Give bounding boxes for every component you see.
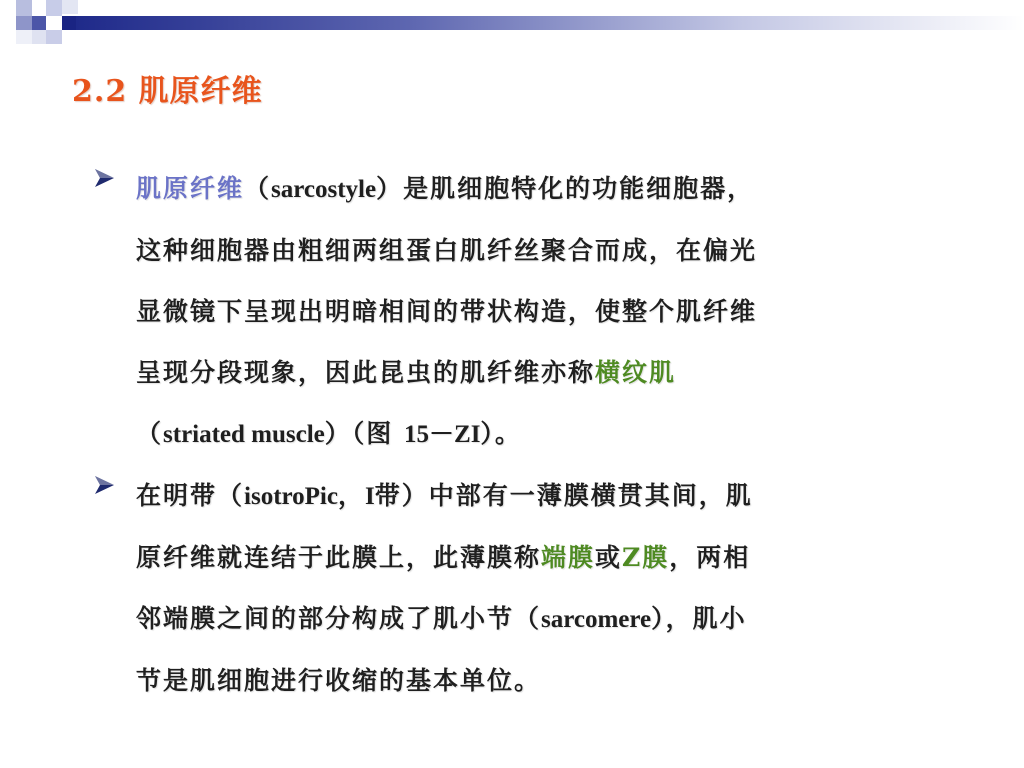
highlighted-term: Z膜 xyxy=(622,543,670,572)
deco-square xyxy=(46,0,62,16)
highlighted-term: 肌原纤维 xyxy=(136,174,245,203)
deco-square xyxy=(32,16,46,30)
text-segment: ）（图 xyxy=(324,419,405,448)
text-segment: I xyxy=(365,483,375,510)
text-segment: 呈现分段现象，因此昆虫的肌纤维亦称 xyxy=(136,358,596,387)
deco-square xyxy=(46,30,62,44)
text-segment: 或 xyxy=(595,543,623,572)
deco-square xyxy=(62,16,76,30)
bullet-text xyxy=(136,158,952,465)
text-segment: ）。 xyxy=(480,419,522,448)
arrowhead-bullet-icon xyxy=(92,471,118,499)
text-segment: 节是肌细胞进行收缩的基本单位。 xyxy=(136,666,542,695)
text-segment: （ xyxy=(136,419,164,448)
arrowhead-bullet-icon xyxy=(92,164,118,192)
text-segment: isotroPic xyxy=(244,483,338,510)
text-segment: 带）中部有一薄膜横贯其间，肌 xyxy=(374,481,753,510)
highlighted-term: 横纹肌 xyxy=(595,358,677,387)
bullet-item xyxy=(92,465,952,711)
slide-title: 2.2 肌原纤维 xyxy=(72,74,263,109)
text-segment: ，两相 xyxy=(669,543,751,572)
deco-square xyxy=(16,16,32,30)
text-segment: 15－ZI xyxy=(404,421,481,448)
highlighted-term: 端膜 xyxy=(541,543,596,572)
deco-square xyxy=(16,30,32,44)
text-segment: （ xyxy=(244,174,272,203)
slide-content xyxy=(92,158,952,711)
text-segment: striated muscle xyxy=(163,421,325,448)
text-segment: 在明带（ xyxy=(136,481,245,510)
deco-square xyxy=(32,30,46,44)
deco-square xyxy=(16,0,32,16)
text-segment: ）是肌细胞特化的功能细胞器， xyxy=(376,174,755,203)
bullet-item xyxy=(92,158,952,465)
bullet-text xyxy=(136,465,952,711)
text-segment: 邻端膜之间的部分构成了肌小节（ xyxy=(136,604,542,633)
text-segment: 这种细胞器由粗细两组蛋白肌纤丝聚合而成，在偏光 xyxy=(136,236,758,265)
text-segment: 显微镜下呈现出明暗相间的带状构造，使整个肌纤维 xyxy=(136,297,758,326)
text-segment: sarcomere xyxy=(541,606,652,633)
header-gradient-bar xyxy=(76,16,1024,30)
text-segment: 原纤维就连结于此膜上，此薄膜称 xyxy=(136,543,542,572)
text-segment: ， xyxy=(337,481,365,510)
text-segment: sarcostyle xyxy=(271,176,377,203)
deco-square xyxy=(62,0,78,14)
text-segment: ），肌小 xyxy=(651,604,747,633)
